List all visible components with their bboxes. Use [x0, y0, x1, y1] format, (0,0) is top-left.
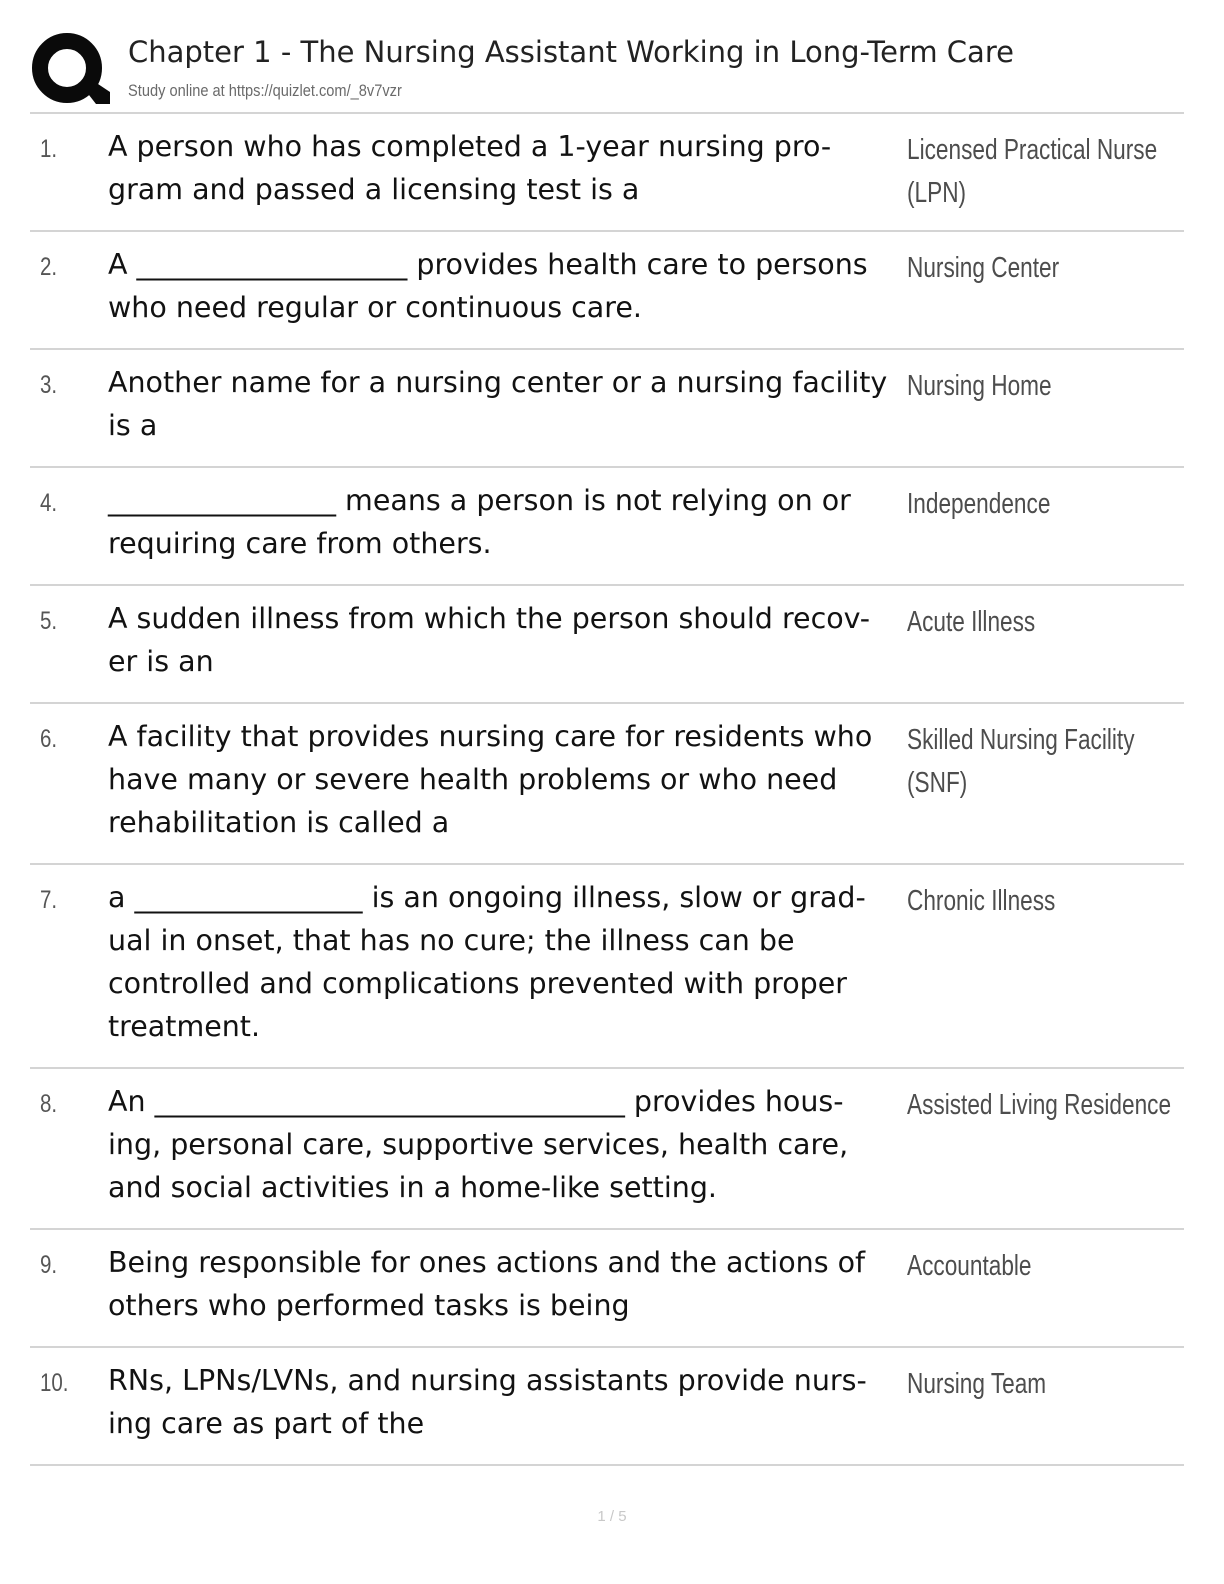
card-number: 4. [40, 489, 58, 517]
term-line: have many or severe health problems or who need [108, 763, 838, 796]
term-line: is a [108, 409, 158, 442]
flashcard-row [30, 350, 1184, 468]
definition-line: (LPN) [907, 177, 967, 209]
flashcard-row [30, 114, 1184, 232]
term-line: RNs, LPNs/LVNs, and nursing assistants provide nurs- [108, 1364, 867, 1397]
card-number: 5. [40, 607, 58, 635]
definition-line: Nursing Team [907, 1368, 1047, 1400]
card-definition [907, 1084, 1172, 1127]
flashcard-row [30, 232, 1184, 350]
card-definition [907, 247, 1141, 290]
card-number: 8. [40, 1090, 58, 1118]
definition-line: Acute Illness [907, 606, 1036, 638]
definition-line: Nursing Center [907, 252, 1060, 284]
definition-line: Accountable [907, 1250, 1032, 1282]
term-line: ing care as part of the [108, 1407, 425, 1440]
card-term [108, 361, 908, 447]
card-definition [907, 601, 1141, 644]
card-number: 3. [40, 371, 58, 399]
card-term [108, 597, 908, 683]
term-line: treatment. [108, 1010, 261, 1043]
flashcard-row [30, 865, 1184, 1069]
card-definition [907, 365, 1141, 408]
card-number: 7. [40, 886, 58, 914]
term-line: a ________________ is an ongoing illness, slow or grad- [108, 881, 866, 914]
card-definition [907, 129, 1158, 215]
term-line: A ___________________ provides health care to persons [108, 248, 868, 281]
flashcard-row [30, 1348, 1184, 1466]
term-line: controlled and complications prevented with proper [108, 967, 848, 1000]
card-term [108, 1080, 908, 1209]
study-online-link[interactable]: Study online at https://quizlet.com/_8v7vzr [128, 81, 402, 100]
card-term [108, 243, 908, 329]
card-number: 9. [40, 1251, 58, 1279]
term-line: others who performed tasks is being [108, 1289, 630, 1322]
definition-line: Skilled Nursing Facility [907, 724, 1135, 756]
card-definition [907, 483, 1141, 526]
flashcard-row [30, 1230, 1184, 1348]
card-definition [907, 719, 1141, 805]
card-term [108, 715, 908, 844]
term-line: An _________________________________ provides hous- [108, 1085, 844, 1118]
card-number: 2. [40, 253, 58, 281]
page-number: 1 / 5 [597, 1508, 627, 1525]
term-line: ________________ means a person is not relying on or [108, 484, 851, 517]
definition-line: Assisted Living Residence [907, 1089, 1172, 1121]
page-header [30, 30, 1184, 114]
term-line: and social activities in a home-like setting. [108, 1171, 717, 1204]
definition-line: Independence [907, 488, 1051, 520]
card-number: 1. [40, 135, 58, 163]
flashcard-row [30, 468, 1184, 586]
term-line: Another name for a nursing center or a nursing facility [108, 366, 888, 399]
definition-line: Licensed Practical Nurse [907, 134, 1158, 166]
definition-line: Chronic Illness [907, 885, 1056, 917]
card-term [108, 1241, 908, 1327]
term-line: A sudden illness from which the person should recov- [108, 602, 871, 635]
term-line: rehabilitation is called a [108, 806, 450, 839]
term-line: A facility that provides nursing care for residents who [108, 720, 873, 753]
term-line: ing, personal care, supportive services, health care, [108, 1128, 849, 1161]
flashcard-row [30, 586, 1184, 704]
flashcard-row [30, 704, 1184, 865]
quizlet-logo-icon [30, 32, 110, 106]
card-term [108, 479, 908, 565]
card-number: 6. [40, 725, 58, 753]
card-definition [907, 1363, 1141, 1406]
term-line: who need regular or continuous care. [108, 291, 642, 324]
flashcard-row [30, 1069, 1184, 1230]
card-term [108, 125, 908, 211]
term-line: ual in onset, that has no cure; the illness can be [108, 924, 795, 957]
term-line: Being responsible for ones actions and the actions of [108, 1246, 866, 1279]
page-title: Chapter 1 - The Nursing Assistant Working in Long-Term Care [128, 35, 1014, 69]
card-term [108, 876, 908, 1048]
card-definition [907, 880, 1141, 923]
term-line: A person who has completed a 1-year nursing pro- [108, 130, 832, 163]
flashcard-list [30, 114, 1184, 1466]
definition-line: Nursing Home [907, 370, 1052, 402]
term-line: gram and passed a licensing test is a [108, 173, 640, 206]
card-definition [907, 1245, 1141, 1288]
card-number: 10. [40, 1369, 69, 1397]
card-term [108, 1359, 908, 1445]
term-line: er is an [108, 645, 214, 678]
definition-line: (SNF) [907, 767, 968, 799]
term-line: requiring care from others. [108, 527, 492, 560]
